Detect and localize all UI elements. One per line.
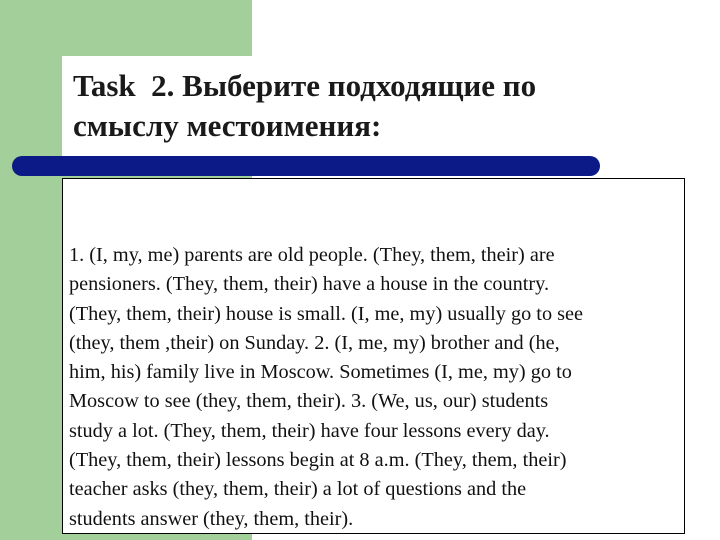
exercise-line: study a lot. (They, them, their) have four lessons every day. (69, 419, 550, 442)
slide-title: Task 2. Выберите подходящие по смыслу местоимения: (73, 68, 537, 143)
exercise-line: (They, them, their) house is small. (I, me, my) usually go to see (69, 302, 584, 325)
exercise-line: (They, them, their) lessons begin at 8 a.m. (They, them, their) (69, 449, 567, 472)
exercise-line: him, his) family live in Moscow. Sometimes (I, me, my) go to (69, 361, 572, 384)
exercise-line: Moscow to see (they, them, their). 3. (We, us, our) students (69, 390, 549, 413)
divider-bar (12, 156, 600, 176)
exercise-line: teacher asks (they, them, their) a lot of questions and the (69, 478, 527, 501)
exercise-text (69, 241, 681, 534)
exercise-line: (they, them ,their) on Sunday. 2. (I, me, my) brother and (he, (69, 331, 560, 354)
exercise-line: 1. (I, my, me) parents are old people. (They, them, their) are (69, 244, 555, 266)
exercise-line: students answer (they, them, their). (69, 507, 354, 530)
exercise-line: pensioners. (They, them, their) have a house in the country. (69, 273, 550, 296)
